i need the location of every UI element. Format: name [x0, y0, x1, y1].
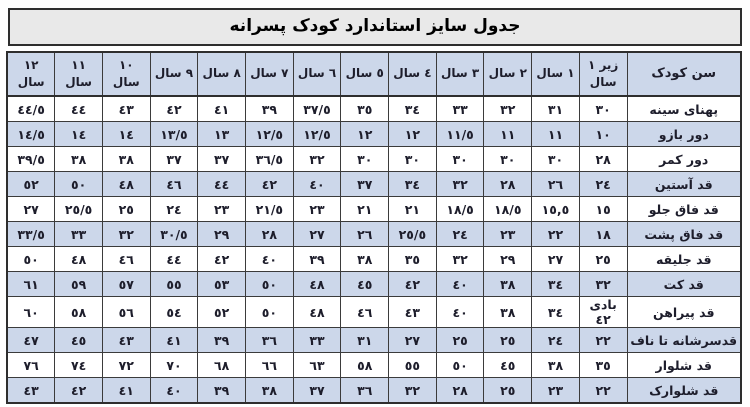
table-body — [7, 96, 741, 403]
table-cell-r1-c1: ١١ — [532, 122, 580, 147]
table-cell-r10-c6: ٦٣ — [293, 353, 341, 378]
table-cell-r0-c6: ٣٧/٥ — [293, 96, 341, 122]
table-cell-r11-c11: ٤٢ — [55, 378, 103, 404]
table-cell-r2-c3: ٣٠ — [436, 147, 484, 172]
table-cell-r2-c10: ٣٨ — [102, 147, 150, 172]
table-cell-r1-c10: ١٤ — [102, 122, 150, 147]
table-cell-r11-c7: ٣٨ — [246, 378, 294, 404]
table-cell-r7-c8: ٥٣ — [198, 272, 246, 297]
table-cell-r11-c12: ٤٣ — [7, 378, 55, 404]
table-cell-r7-c7: ٥٠ — [246, 272, 294, 297]
table-cell-r10-c7: ٦٦ — [246, 353, 294, 378]
table-cell-r10-c10: ٧٢ — [102, 353, 150, 378]
table-cell-r11-c2: ٢٥ — [484, 378, 532, 404]
table-cell-r2-c7: ٣٦/٥ — [246, 147, 294, 172]
table-row-11 — [7, 378, 741, 404]
table-cell-r3-c3: ٣٢ — [436, 172, 484, 197]
table-cell-r10-c9: ٧٠ — [150, 353, 198, 378]
table-cell-r4-c7: ٢١/٥ — [246, 197, 294, 222]
table-cell-r4-c1: ١٥,٥ — [532, 197, 580, 222]
table-cell-r3-c7: ٤٢ — [246, 172, 294, 197]
table-cell-r5-c3: ٢٤ — [436, 222, 484, 247]
table-cell-r6-c7: ٤٠ — [246, 247, 294, 272]
table-cell-r1-c12: ١٤/٥ — [7, 122, 55, 147]
table-cell-r11-c8: ٣٩ — [198, 378, 246, 404]
row-label-6: قد جلیقه — [627, 247, 741, 272]
table-cell-r6-c12: ٥٠ — [7, 247, 55, 272]
table-cell-r11-c3: ٢٨ — [436, 378, 484, 404]
table-cell-r6-c1: ٢٧ — [532, 247, 580, 272]
table-title — [8, 8, 742, 46]
row-label-3: قد آستین — [627, 172, 741, 197]
column-header-age-11: ١١ سال — [55, 52, 103, 96]
column-header-age-10: ١٠ سال — [102, 52, 150, 96]
table-row-0 — [7, 96, 741, 122]
table-cell-r0-c12: ٤٤/٥ — [7, 96, 55, 122]
table-title-text: جدول سایز استاندارد کودک پسرانه — [229, 16, 521, 36]
table-cell-r6-c6: ٣٩ — [293, 247, 341, 272]
table-cell-r8-c10: ٥٦ — [102, 297, 150, 328]
table-cell-r4-c12: ٢٧ — [7, 197, 55, 222]
table-cell-r2-c9: ٣٧ — [150, 147, 198, 172]
table-row-10 — [7, 353, 741, 378]
column-header-age-4: ٤ سال — [389, 52, 437, 96]
table-cell-r2-c11: ٣٨ — [55, 147, 103, 172]
table-cell-r5-c9: ٣٠/٥ — [150, 222, 198, 247]
table-cell-r4-c10: ٢٥ — [102, 197, 150, 222]
table-cell-r3-c6: ٤٠ — [293, 172, 341, 197]
table-cell-r3-c10: ٤٨ — [102, 172, 150, 197]
table-cell-r11-c6: ٣٧ — [293, 378, 341, 404]
table-cell-r2-c5: ٣٠ — [341, 147, 389, 172]
column-header-age-6: ٦ سال — [293, 52, 341, 96]
table-cell-r3-c11: ٥٠ — [55, 172, 103, 197]
column-header-age-5: ٥ سال — [341, 52, 389, 96]
table-cell-r10-c4: ٥٥ — [389, 353, 437, 378]
table-cell-r7-c2: ٣٨ — [484, 272, 532, 297]
table-cell-r8-c4: ٤٣ — [389, 297, 437, 328]
table-cell-r3-c0: ٢٤ — [579, 172, 627, 197]
table-cell-r4-c2: ١٨/٥ — [484, 197, 532, 222]
table-cell-r9-c6: ٣٣ — [293, 328, 341, 353]
column-header-age-1: ١ سال — [532, 52, 580, 96]
table-cell-r9-c11: ٤٥ — [55, 328, 103, 353]
table-cell-r3-c5: ٣٧ — [341, 172, 389, 197]
table-cell-r6-c9: ٤٤ — [150, 247, 198, 272]
row-label-10: قد شلوار — [627, 353, 741, 378]
column-header-age-8: ٨ سال — [198, 52, 246, 96]
header-row — [7, 52, 741, 96]
table-cell-r8-c1: ٣٤ — [532, 297, 580, 328]
table-cell-r6-c4: ٣٥ — [389, 247, 437, 272]
table-cell-r2-c8: ٣٧ — [198, 147, 246, 172]
table-cell-r8-c2: ٣٨ — [484, 297, 532, 328]
table-cell-r2-c4: ٣٠ — [389, 147, 437, 172]
table-cell-r2-c1: ٣٠ — [532, 147, 580, 172]
table-cell-r3-c4: ٣٤ — [389, 172, 437, 197]
table-cell-r1-c6: ١٢/٥ — [293, 122, 341, 147]
table-cell-r5-c10: ٣٢ — [102, 222, 150, 247]
table-cell-r1-c11: ١٤ — [55, 122, 103, 147]
table-cell-r4-c8: ٢٣ — [198, 197, 246, 222]
table-cell-r3-c2: ٢٨ — [484, 172, 532, 197]
row-label-7: قد کت — [627, 272, 741, 297]
table-cell-r7-c11: ٥٩ — [55, 272, 103, 297]
row-label-5: قد فاق پشت — [627, 222, 741, 247]
corner-header-child-age: سن کودک — [627, 52, 741, 96]
table-row-7 — [7, 272, 741, 297]
table-cell-r2-c12: ٣٩/٥ — [7, 147, 55, 172]
table-cell-r10-c3: ٥٠ — [436, 353, 484, 378]
table-cell-r3-c9: ٤٦ — [150, 172, 198, 197]
table-cell-r9-c5: ٣١ — [341, 328, 389, 353]
table-cell-r5-c5: ٢٦ — [341, 222, 389, 247]
table-cell-r5-c2: ٢٣ — [484, 222, 532, 247]
table-cell-r11-c1: ٢٣ — [532, 378, 580, 404]
table-cell-r3-c1: ٢٦ — [532, 172, 580, 197]
table-cell-r4-c6: ٢٣ — [293, 197, 341, 222]
table-cell-r2-c0: ٢٨ — [579, 147, 627, 172]
table-cell-r1-c2: ١١ — [484, 122, 532, 147]
table-cell-r9-c0: ٢٢ — [579, 328, 627, 353]
table-cell-r4-c3: ١٨/٥ — [436, 197, 484, 222]
table-cell-r8-c9: ٥٤ — [150, 297, 198, 328]
table-cell-r9-c3: ٢٥ — [436, 328, 484, 353]
table-cell-r0-c1: ٣١ — [532, 96, 580, 122]
row-label-1: دور بازو — [627, 122, 741, 147]
table-cell-r10-c5: ٥٨ — [341, 353, 389, 378]
table-cell-r9-c1: ٢٤ — [532, 328, 580, 353]
table-cell-r8-c3: ٤٠ — [436, 297, 484, 328]
table-row-8 — [7, 297, 741, 328]
table-cell-r4-c5: ٢١ — [341, 197, 389, 222]
table-cell-r2-c2: ٣٠ — [484, 147, 532, 172]
table-cell-r9-c2: ٢٥ — [484, 328, 532, 353]
table-cell-r0-c9: ٤٢ — [150, 96, 198, 122]
table-cell-r11-c0: ٢٢ — [579, 378, 627, 404]
table-cell-r7-c5: ٤٥ — [341, 272, 389, 297]
table-cell-r8-c8: ٥٢ — [198, 297, 246, 328]
table-cell-r9-c7: ٣٦ — [246, 328, 294, 353]
table-cell-r5-c1: ٢٢ — [532, 222, 580, 247]
row-label-0: پهنای سینه — [627, 96, 741, 122]
table-cell-r0-c0: ٣٠ — [579, 96, 627, 122]
table-cell-r7-c6: ٤٨ — [293, 272, 341, 297]
table-cell-r7-c10: ٥٧ — [102, 272, 150, 297]
table-cell-r5-c4: ٢٥/٥ — [389, 222, 437, 247]
table-cell-r1-c9: ١٣/٥ — [150, 122, 198, 147]
table-cell-r11-c10: ٤١ — [102, 378, 150, 404]
table-cell-r8-c7: ٥٠ — [246, 297, 294, 328]
column-header-age-3: ٣ سال — [436, 52, 484, 96]
table-cell-r7-c4: ٤٢ — [389, 272, 437, 297]
table-cell-r0-c7: ٣٩ — [246, 96, 294, 122]
table-cell-r10-c12: ٧٦ — [7, 353, 55, 378]
table-cell-r1-c7: ١٢/٥ — [246, 122, 294, 147]
table-cell-r1-c3: ١١/٥ — [436, 122, 484, 147]
table-cell-r9-c12: ٤٧ — [7, 328, 55, 353]
table-cell-r5-c8: ٢٩ — [198, 222, 246, 247]
table-cell-r7-c9: ٥٥ — [150, 272, 198, 297]
table-row-2 — [7, 147, 741, 172]
table-cell-r6-c5: ٣٨ — [341, 247, 389, 272]
table-cell-r10-c0: ٣٥ — [579, 353, 627, 378]
table-cell-r0-c2: ٣٢ — [484, 96, 532, 122]
table-cell-r0-c8: ٤١ — [198, 96, 246, 122]
table-cell-r9-c8: ٣٩ — [198, 328, 246, 353]
table-cell-r4-c9: ٢٤ — [150, 197, 198, 222]
table-cell-r5-c0: ١٨ — [579, 222, 627, 247]
table-cell-r3-c12: ٥٢ — [7, 172, 55, 197]
column-header-age-2: ٢ سال — [484, 52, 532, 96]
table-cell-r7-c12: ٦١ — [7, 272, 55, 297]
row-label-4: قد فاق جلو — [627, 197, 741, 222]
row-label-11: قد شلوارک — [627, 378, 741, 404]
table-cell-r9-c10: ٤٣ — [102, 328, 150, 353]
table-cell-r8-c6: ٤٨ — [293, 297, 341, 328]
table-row-4 — [7, 197, 741, 222]
column-header-age-0: زیر ١ سال — [579, 52, 627, 96]
table-cell-r0-c4: ٣٤ — [389, 96, 437, 122]
table-cell-r0-c5: ٣٥ — [341, 96, 389, 122]
table-cell-r6-c3: ٣٢ — [436, 247, 484, 272]
table-cell-r10-c1: ٣٨ — [532, 353, 580, 378]
table-cell-r7-c3: ٤٠ — [436, 272, 484, 297]
table-cell-r11-c9: ٤٠ — [150, 378, 198, 404]
table-cell-r9-c9: ٤١ — [150, 328, 198, 353]
table-header — [7, 52, 741, 96]
table-cell-r3-c8: ٤٤ — [198, 172, 246, 197]
row-label-2: دور کمر — [627, 147, 741, 172]
table-cell-r1-c4: ١٢ — [389, 122, 437, 147]
row-label-9: قدسرشانه تا ناف — [627, 328, 741, 353]
table-cell-r2-c6: ٣٢ — [293, 147, 341, 172]
table-cell-r1-c0: ١٠ — [579, 122, 627, 147]
table-cell-r1-c8: ١٣ — [198, 122, 246, 147]
row-label-8: قد پیراهن — [627, 297, 741, 328]
table-cell-r10-c11: ٧٤ — [55, 353, 103, 378]
table-cell-r5-c12: ٣٣/٥ — [7, 222, 55, 247]
table-row-9 — [7, 328, 741, 353]
table-cell-r8-c0: بادی ٤٢ — [579, 297, 627, 328]
column-header-age-12: ١٢ سال — [7, 52, 55, 96]
table-cell-r8-c12: ٦٠ — [7, 297, 55, 328]
table-cell-r6-c8: ٤٢ — [198, 247, 246, 272]
table-cell-r7-c1: ٣٤ — [532, 272, 580, 297]
table-cell-r5-c6: ٢٧ — [293, 222, 341, 247]
table-cell-r4-c4: ٢١ — [389, 197, 437, 222]
table-cell-r9-c4: ٢٧ — [389, 328, 437, 353]
table-cell-r6-c2: ٢٩ — [484, 247, 532, 272]
table-row-5 — [7, 222, 741, 247]
table-row-1 — [7, 122, 741, 147]
table-cell-r1-c5: ١٢ — [341, 122, 389, 147]
column-header-age-9: ٩ سال — [150, 52, 198, 96]
size-table — [6, 51, 742, 404]
column-header-age-7: ٧ سال — [246, 52, 294, 96]
table-cell-r5-c7: ٢٨ — [246, 222, 294, 247]
table-row-3 — [7, 172, 741, 197]
table-cell-r10-c2: ٤٥ — [484, 353, 532, 378]
table-cell-r7-c0: ٣٢ — [579, 272, 627, 297]
table-cell-r6-c11: ٤٨ — [55, 247, 103, 272]
table-cell-r11-c4: ٣٢ — [389, 378, 437, 404]
table-cell-r5-c11: ٣٣ — [55, 222, 103, 247]
table-cell-r10-c8: ٦٨ — [198, 353, 246, 378]
table-cell-r8-c5: ٤٦ — [341, 297, 389, 328]
table-cell-r8-c11: ٥٨ — [55, 297, 103, 328]
table-cell-r0-c3: ٣٣ — [436, 96, 484, 122]
table-row-6 — [7, 247, 741, 272]
table-cell-r0-c10: ٤٣ — [102, 96, 150, 122]
table-cell-r4-c11: ٢٥/٥ — [55, 197, 103, 222]
table-cell-r6-c0: ٢٥ — [579, 247, 627, 272]
table-cell-r11-c5: ٣٦ — [341, 378, 389, 404]
table-cell-r4-c0: ١٥ — [579, 197, 627, 222]
table-cell-r6-c10: ٤٦ — [102, 247, 150, 272]
table-cell-r0-c11: ٤٤ — [55, 96, 103, 122]
